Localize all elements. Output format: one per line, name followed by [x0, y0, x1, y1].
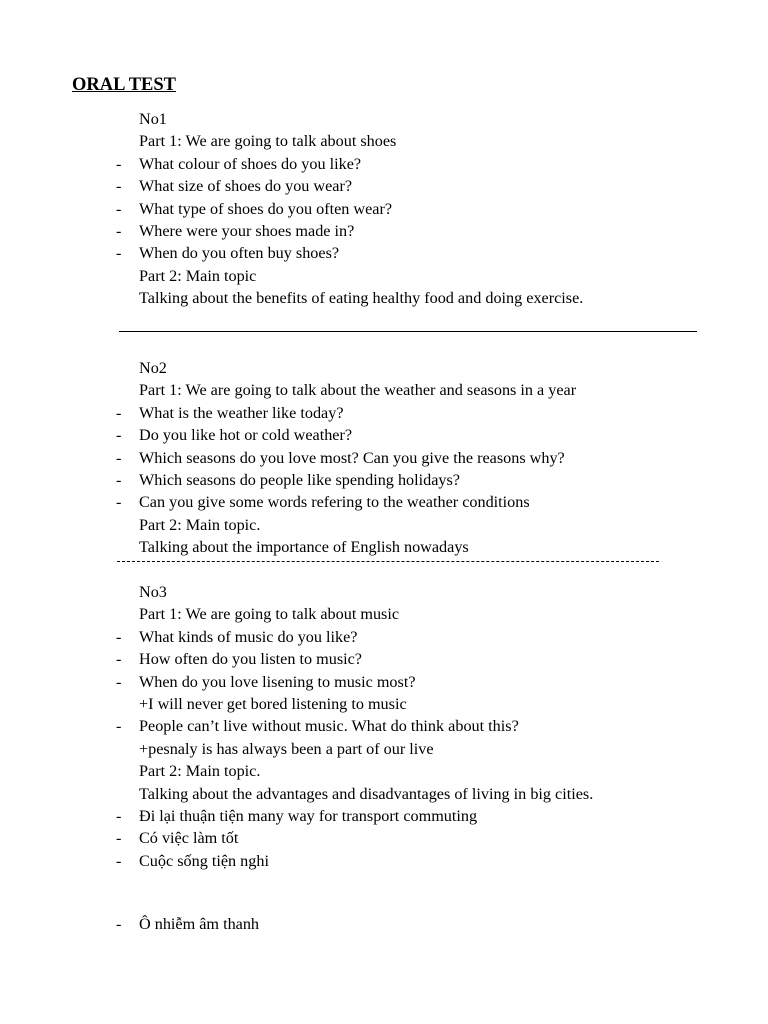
section-no1	[0, 108, 768, 310]
section-number: No1	[139, 110, 167, 128]
question-item: - What kinds of music do you like?	[0, 626, 768, 648]
bullet-dash: -	[116, 470, 122, 489]
bullet-dash: -	[116, 221, 122, 240]
bullet-dash: -	[116, 493, 122, 512]
part1-heading: Part 1: We are going to talk about the weather and seasons in a year	[139, 381, 577, 400]
main-topic: Talking about the advantages and disadvantages of living in big cities.	[139, 784, 594, 803]
bullet-dash: -	[116, 717, 122, 736]
bullet-dash: -	[116, 403, 122, 422]
question-item: - Can you give some words refering to the weather conditions	[0, 491, 768, 513]
bullet-dash: -	[116, 177, 122, 196]
section-no3-last-point	[0, 913, 768, 935]
bullet-dash: -	[116, 915, 122, 933]
topic-point: - Có việc làm tốt	[0, 827, 768, 849]
bullet-dash: -	[116, 448, 122, 467]
question-item: - How often do you listen to music?	[0, 648, 768, 670]
part2-heading: Part 2: Main topic.	[139, 762, 261, 781]
section-no2	[0, 357, 768, 559]
question-item: - People can’t live without music. What do think about this?	[0, 715, 768, 737]
question-item: - What is the weather like today?	[0, 402, 768, 424]
section-divider-dashed	[117, 561, 659, 562]
bullet-dash: -	[116, 426, 122, 445]
bullet-dash: -	[116, 244, 122, 263]
topic-point: - Đi lại thuận tiện many way for transport commuting	[0, 805, 768, 827]
bullet-dash: -	[116, 199, 122, 218]
question-item: - Where were your shoes made in?	[0, 220, 768, 242]
part1-heading: Part 1: We are going to talk about shoes	[139, 132, 397, 151]
page-title: ORAL TEST	[72, 75, 177, 95]
answer-note: +pesnaly is has always been a part of our live	[139, 739, 434, 758]
section-number: No3	[139, 583, 167, 601]
part2-heading: Part 2: Main topic	[139, 266, 257, 285]
bullet-dash: -	[116, 672, 122, 691]
answer-note: +I will never get bored listening to music	[139, 694, 407, 713]
question-item: - Do you like hot or cold weather?	[0, 424, 768, 446]
question-item: - When do you often buy shoes?	[0, 242, 768, 264]
question-item: - When do you love lisening to music most?	[0, 671, 768, 693]
bullet-dash: -	[116, 806, 122, 825]
question-item: - What size of shoes do you wear?	[0, 175, 768, 197]
bullet-dash: -	[116, 829, 122, 848]
bullet-dash: -	[116, 154, 122, 173]
question-item: - Which seasons do you love most? Can you give the reasons why?	[0, 447, 768, 469]
bullet-dash: -	[116, 627, 122, 646]
bullet-dash: -	[116, 650, 122, 669]
question-item: - What type of shoes do you often wear?	[0, 198, 768, 220]
topic-point: - Cuộc sống tiện nghi	[0, 850, 768, 872]
part1-heading: Part 1: We are going to talk about music	[139, 605, 400, 624]
topic-point: - Ô nhiễm âm thanh	[0, 913, 768, 935]
section-no3	[0, 581, 768, 872]
question-item: - Which seasons do people like spending holidays?	[0, 469, 768, 491]
question-item: - What colour of shoes do you like?	[0, 153, 768, 175]
bullet-dash: -	[116, 851, 122, 870]
main-topic: Talking about the benefits of eating healthy food and doing exercise.	[139, 289, 584, 308]
section-number: No2	[139, 359, 167, 377]
main-topic: Talking about the importance of English nowadays	[139, 538, 469, 557]
section-divider-solid	[119, 331, 697, 332]
part2-heading: Part 2: Main topic.	[139, 515, 261, 534]
